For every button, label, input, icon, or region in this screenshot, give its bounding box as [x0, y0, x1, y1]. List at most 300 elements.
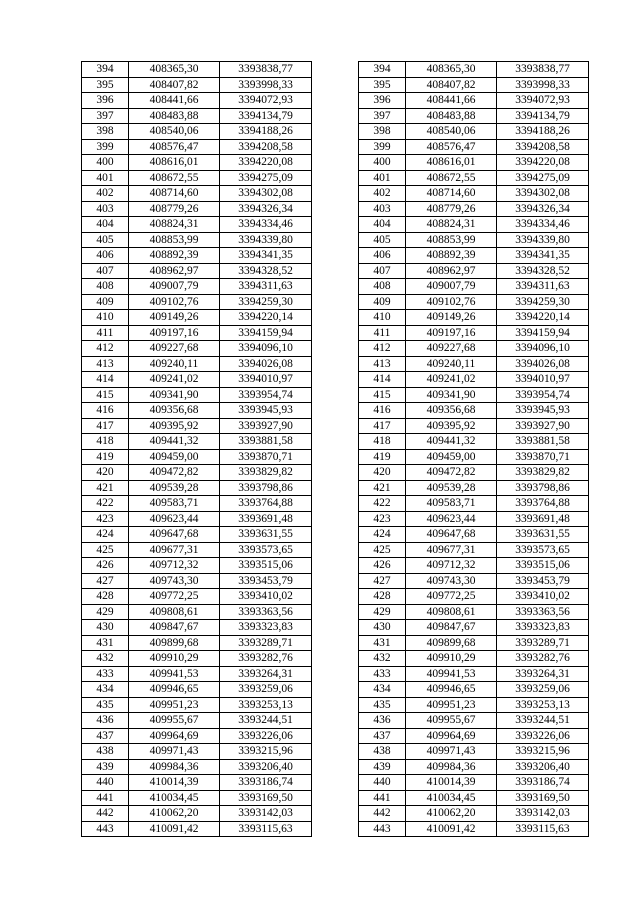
left-x-coordinate: 408824,31	[129, 217, 220, 233]
left-y-coordinate: 3393764,88	[220, 496, 312, 512]
table-row	[82, 434, 589, 450]
left-x-coordinate: 409459,00	[129, 449, 220, 465]
table-row	[82, 620, 589, 636]
left-y-coordinate: 3394341,35	[220, 248, 312, 264]
right-y-coordinate: 3393838,77	[497, 62, 589, 78]
table-row	[82, 170, 589, 186]
table-row	[82, 806, 589, 822]
left-y-coordinate: 3394220,08	[220, 155, 312, 171]
table-row	[82, 496, 589, 512]
left-y-coordinate: 3393142,03	[220, 806, 312, 822]
right-point-number: 421	[359, 480, 406, 496]
table-row	[82, 263, 589, 279]
left-y-coordinate: 3394159,94	[220, 325, 312, 341]
right-y-coordinate: 3393573,65	[497, 542, 589, 558]
right-x-coordinate: 410014,39	[406, 775, 497, 791]
table-row	[82, 666, 589, 682]
table-row	[82, 155, 589, 171]
table-row	[82, 465, 589, 481]
right-x-coordinate: 409941,53	[406, 666, 497, 682]
table-row	[82, 511, 589, 527]
right-y-coordinate: 3394159,94	[497, 325, 589, 341]
table-row	[82, 124, 589, 140]
column-gap	[312, 248, 359, 264]
left-point-number: 408	[82, 279, 129, 295]
left-x-coordinate: 409647,68	[129, 527, 220, 543]
left-point-number: 427	[82, 573, 129, 589]
left-x-coordinate: 408407,82	[129, 77, 220, 93]
right-y-coordinate: 3393226,06	[497, 728, 589, 744]
right-y-coordinate: 3394026,08	[497, 356, 589, 372]
left-point-number: 428	[82, 589, 129, 605]
left-x-coordinate: 409971,43	[129, 744, 220, 760]
right-x-coordinate: 409951,23	[406, 697, 497, 713]
table-row	[82, 93, 589, 109]
left-point-number: 402	[82, 186, 129, 202]
right-point-number: 398	[359, 124, 406, 140]
right-y-coordinate: 3393764,88	[497, 496, 589, 512]
table-row	[82, 294, 589, 310]
left-y-coordinate: 3393282,76	[220, 651, 312, 667]
right-x-coordinate: 408892,39	[406, 248, 497, 264]
right-x-coordinate: 408672,55	[406, 170, 497, 186]
column-gap	[312, 139, 359, 155]
left-y-coordinate: 3393945,93	[220, 403, 312, 419]
table-row	[82, 790, 589, 806]
right-x-coordinate: 409241,02	[406, 372, 497, 388]
left-y-coordinate: 3394334,46	[220, 217, 312, 233]
right-x-coordinate: 409539,28	[406, 480, 497, 496]
right-point-number: 396	[359, 93, 406, 109]
column-gap	[312, 418, 359, 434]
right-point-number: 419	[359, 449, 406, 465]
left-point-number: 406	[82, 248, 129, 264]
right-y-coordinate: 3393998,33	[497, 77, 589, 93]
right-y-coordinate: 3394220,14	[497, 310, 589, 326]
right-point-number: 433	[359, 666, 406, 682]
left-y-coordinate: 3394328,52	[220, 263, 312, 279]
table-row	[82, 186, 589, 202]
right-y-coordinate: 3393515,06	[497, 558, 589, 574]
right-x-coordinate: 410034,45	[406, 790, 497, 806]
left-point-number: 418	[82, 434, 129, 450]
left-x-coordinate: 408672,55	[129, 170, 220, 186]
left-y-coordinate: 3394072,93	[220, 93, 312, 109]
right-y-coordinate: 3393323,83	[497, 620, 589, 636]
column-gap	[312, 480, 359, 496]
left-point-number: 415	[82, 387, 129, 403]
table-row	[82, 604, 589, 620]
left-point-number: 396	[82, 93, 129, 109]
column-gap	[312, 155, 359, 171]
right-x-coordinate: 409341,90	[406, 387, 497, 403]
right-point-number: 441	[359, 790, 406, 806]
right-y-coordinate: 3393282,76	[497, 651, 589, 667]
left-x-coordinate: 408892,39	[129, 248, 220, 264]
right-point-number: 427	[359, 573, 406, 589]
column-gap	[312, 744, 359, 760]
right-x-coordinate: 409149,26	[406, 310, 497, 326]
left-y-coordinate: 3394096,10	[220, 341, 312, 357]
column-gap	[312, 403, 359, 419]
right-x-coordinate: 409984,36	[406, 759, 497, 775]
left-x-coordinate: 409955,67	[129, 713, 220, 729]
right-y-coordinate: 3394302,08	[497, 186, 589, 202]
left-x-coordinate: 409808,61	[129, 604, 220, 620]
table-row	[82, 542, 589, 558]
right-point-number: 416	[359, 403, 406, 419]
left-point-number: 409	[82, 294, 129, 310]
column-gap	[312, 356, 359, 372]
column-gap	[312, 449, 359, 465]
right-x-coordinate: 408576,47	[406, 139, 497, 155]
right-point-number: 437	[359, 728, 406, 744]
column-gap	[312, 604, 359, 620]
left-x-coordinate: 410014,39	[129, 775, 220, 791]
column-gap	[312, 77, 359, 93]
right-x-coordinate: 408962,97	[406, 263, 497, 279]
table-row	[82, 418, 589, 434]
left-point-number: 395	[82, 77, 129, 93]
left-y-coordinate: 3393998,33	[220, 77, 312, 93]
right-point-number: 426	[359, 558, 406, 574]
right-point-number: 406	[359, 248, 406, 264]
right-point-number: 435	[359, 697, 406, 713]
right-y-coordinate: 3393945,93	[497, 403, 589, 419]
left-point-number: 417	[82, 418, 129, 434]
left-x-coordinate: 409712,32	[129, 558, 220, 574]
right-x-coordinate: 409459,00	[406, 449, 497, 465]
right-point-number: 439	[359, 759, 406, 775]
table-row	[82, 821, 589, 837]
column-gap	[312, 170, 359, 186]
left-point-number: 434	[82, 682, 129, 698]
left-x-coordinate: 409964,69	[129, 728, 220, 744]
table-row	[82, 558, 589, 574]
column-gap	[312, 232, 359, 248]
left-x-coordinate: 408576,47	[129, 139, 220, 155]
left-point-number: 433	[82, 666, 129, 682]
left-point-number: 403	[82, 201, 129, 217]
column-gap	[312, 666, 359, 682]
left-x-coordinate: 409623,44	[129, 511, 220, 527]
left-point-number: 401	[82, 170, 129, 186]
table-row	[82, 108, 589, 124]
left-point-number: 400	[82, 155, 129, 171]
right-point-number: 442	[359, 806, 406, 822]
right-y-coordinate: 3393186,74	[497, 775, 589, 791]
left-y-coordinate: 3393259,06	[220, 682, 312, 698]
column-gap	[312, 651, 359, 667]
left-y-coordinate: 3393410,02	[220, 589, 312, 605]
table-row	[82, 682, 589, 698]
right-y-coordinate: 3393954,74	[497, 387, 589, 403]
left-x-coordinate: 409149,26	[129, 310, 220, 326]
right-y-coordinate: 3394188,26	[497, 124, 589, 140]
column-gap	[312, 201, 359, 217]
column-gap	[312, 325, 359, 341]
coordinate-table	[81, 61, 589, 837]
right-y-coordinate: 3393691,48	[497, 511, 589, 527]
table-row	[82, 527, 589, 543]
left-x-coordinate: 409677,31	[129, 542, 220, 558]
table-row	[82, 139, 589, 155]
column-gap	[312, 759, 359, 775]
column-gap	[312, 294, 359, 310]
right-point-number: 399	[359, 139, 406, 155]
left-y-coordinate: 3394311,63	[220, 279, 312, 295]
right-point-number: 423	[359, 511, 406, 527]
right-y-coordinate: 3393453,79	[497, 573, 589, 589]
right-x-coordinate: 409772,25	[406, 589, 497, 605]
right-x-coordinate: 408853,99	[406, 232, 497, 248]
left-point-number: 443	[82, 821, 129, 837]
left-point-number: 432	[82, 651, 129, 667]
table-row	[82, 201, 589, 217]
left-y-coordinate: 3393954,74	[220, 387, 312, 403]
right-y-coordinate: 3393206,40	[497, 759, 589, 775]
right-x-coordinate: 409847,67	[406, 620, 497, 636]
right-point-number: 411	[359, 325, 406, 341]
right-y-coordinate: 3393870,71	[497, 449, 589, 465]
left-point-number: 407	[82, 263, 129, 279]
table-row	[82, 387, 589, 403]
column-gap	[312, 682, 359, 698]
column-gap	[312, 279, 359, 295]
right-y-coordinate: 3393798,86	[497, 480, 589, 496]
right-x-coordinate: 409743,30	[406, 573, 497, 589]
left-y-coordinate: 3393226,06	[220, 728, 312, 744]
right-x-coordinate: 409677,31	[406, 542, 497, 558]
left-point-number: 398	[82, 124, 129, 140]
left-y-coordinate: 3393870,71	[220, 449, 312, 465]
right-x-coordinate: 408779,26	[406, 201, 497, 217]
table-row	[82, 759, 589, 775]
right-y-coordinate: 3394072,93	[497, 93, 589, 109]
left-x-coordinate: 410034,45	[129, 790, 220, 806]
coordinate-table-body	[82, 62, 589, 837]
right-point-number: 405	[359, 232, 406, 248]
table-row	[82, 356, 589, 372]
right-y-coordinate: 3394341,35	[497, 248, 589, 264]
right-x-coordinate: 408616,01	[406, 155, 497, 171]
left-y-coordinate: 3393115,63	[220, 821, 312, 837]
column-gap	[312, 93, 359, 109]
right-x-coordinate: 409583,71	[406, 496, 497, 512]
right-point-number: 434	[359, 682, 406, 698]
left-y-coordinate: 3394220,14	[220, 310, 312, 326]
column-gap	[312, 465, 359, 481]
right-point-number: 413	[359, 356, 406, 372]
table-row	[82, 403, 589, 419]
left-point-number: 414	[82, 372, 129, 388]
right-y-coordinate: 3393881,58	[497, 434, 589, 450]
left-y-coordinate: 3393631,55	[220, 527, 312, 543]
right-point-number: 418	[359, 434, 406, 450]
table-row	[82, 325, 589, 341]
left-x-coordinate: 409743,30	[129, 573, 220, 589]
right-y-coordinate: 3393215,96	[497, 744, 589, 760]
right-x-coordinate: 409623,44	[406, 511, 497, 527]
right-point-number: 403	[359, 201, 406, 217]
column-gap	[312, 821, 359, 837]
left-x-coordinate: 409772,25	[129, 589, 220, 605]
right-x-coordinate: 409441,32	[406, 434, 497, 450]
column-gap	[312, 573, 359, 589]
left-x-coordinate: 409941,53	[129, 666, 220, 682]
left-point-number: 404	[82, 217, 129, 233]
right-point-number: 440	[359, 775, 406, 791]
left-x-coordinate: 408714,60	[129, 186, 220, 202]
column-gap	[312, 310, 359, 326]
left-x-coordinate: 409102,76	[129, 294, 220, 310]
column-gap	[312, 511, 359, 527]
table-row	[82, 697, 589, 713]
table-row	[82, 713, 589, 729]
left-y-coordinate: 3393453,79	[220, 573, 312, 589]
left-y-coordinate: 3394275,09	[220, 170, 312, 186]
left-y-coordinate: 3393829,82	[220, 465, 312, 481]
left-x-coordinate: 408441,66	[129, 93, 220, 109]
right-point-number: 429	[359, 604, 406, 620]
left-y-coordinate: 3393215,96	[220, 744, 312, 760]
left-y-coordinate: 3394188,26	[220, 124, 312, 140]
column-gap	[312, 387, 359, 403]
right-y-coordinate: 3394334,46	[497, 217, 589, 233]
left-point-number: 410	[82, 310, 129, 326]
table-row	[82, 573, 589, 589]
left-y-coordinate: 3393253,13	[220, 697, 312, 713]
right-y-coordinate: 3393829,82	[497, 465, 589, 481]
right-y-coordinate: 3393169,50	[497, 790, 589, 806]
left-point-number: 423	[82, 511, 129, 527]
right-y-coordinate: 3394311,63	[497, 279, 589, 295]
column-gap	[312, 496, 359, 512]
left-point-number: 422	[82, 496, 129, 512]
right-x-coordinate: 409712,32	[406, 558, 497, 574]
left-point-number: 411	[82, 325, 129, 341]
column-gap	[312, 558, 359, 574]
right-point-number: 409	[359, 294, 406, 310]
left-y-coordinate: 3394339,80	[220, 232, 312, 248]
column-gap	[312, 372, 359, 388]
left-x-coordinate: 408616,01	[129, 155, 220, 171]
table-row	[82, 279, 589, 295]
right-point-number: 404	[359, 217, 406, 233]
right-x-coordinate: 409899,68	[406, 635, 497, 651]
right-x-coordinate: 409395,92	[406, 418, 497, 434]
table-row	[82, 480, 589, 496]
column-gap	[312, 542, 359, 558]
left-point-number: 431	[82, 635, 129, 651]
column-gap	[312, 790, 359, 806]
left-point-number: 394	[82, 62, 129, 78]
left-x-coordinate: 409472,82	[129, 465, 220, 481]
left-y-coordinate: 3394026,08	[220, 356, 312, 372]
left-point-number: 424	[82, 527, 129, 543]
left-x-coordinate: 410062,20	[129, 806, 220, 822]
left-point-number: 413	[82, 356, 129, 372]
right-point-number: 417	[359, 418, 406, 434]
right-y-coordinate: 3393253,13	[497, 697, 589, 713]
right-point-number: 414	[359, 372, 406, 388]
left-y-coordinate: 3393363,56	[220, 604, 312, 620]
left-point-number: 419	[82, 449, 129, 465]
column-gap	[312, 635, 359, 651]
left-y-coordinate: 3393289,71	[220, 635, 312, 651]
right-x-coordinate: 409808,61	[406, 604, 497, 620]
table-row	[82, 62, 589, 78]
left-x-coordinate: 409197,16	[129, 325, 220, 341]
right-y-coordinate: 3393363,56	[497, 604, 589, 620]
right-y-coordinate: 3394275,09	[497, 170, 589, 186]
right-point-number: 407	[359, 263, 406, 279]
column-gap	[312, 217, 359, 233]
column-gap	[312, 527, 359, 543]
right-x-coordinate: 408540,06	[406, 124, 497, 140]
left-y-coordinate: 3393323,83	[220, 620, 312, 636]
left-y-coordinate: 3393838,77	[220, 62, 312, 78]
right-x-coordinate: 409007,79	[406, 279, 497, 295]
left-x-coordinate: 409227,68	[129, 341, 220, 357]
table-row	[82, 635, 589, 651]
left-y-coordinate: 3394010,97	[220, 372, 312, 388]
right-point-number: 428	[359, 589, 406, 605]
table-row	[82, 589, 589, 605]
left-point-number: 440	[82, 775, 129, 791]
table-row	[82, 217, 589, 233]
left-y-coordinate: 3394302,08	[220, 186, 312, 202]
right-x-coordinate: 409227,68	[406, 341, 497, 357]
left-point-number: 405	[82, 232, 129, 248]
right-point-number: 412	[359, 341, 406, 357]
left-x-coordinate: 409984,36	[129, 759, 220, 775]
right-point-number: 402	[359, 186, 406, 202]
left-x-coordinate: 409946,65	[129, 682, 220, 698]
right-y-coordinate: 3394220,08	[497, 155, 589, 171]
table-row	[82, 248, 589, 264]
right-y-coordinate: 3394339,80	[497, 232, 589, 248]
right-point-number: 424	[359, 527, 406, 543]
right-point-number: 408	[359, 279, 406, 295]
right-point-number: 400	[359, 155, 406, 171]
right-x-coordinate: 408483,88	[406, 108, 497, 124]
left-point-number: 412	[82, 341, 129, 357]
right-y-coordinate: 3394134,79	[497, 108, 589, 124]
right-x-coordinate: 408407,82	[406, 77, 497, 93]
column-gap	[312, 341, 359, 357]
left-x-coordinate: 409583,71	[129, 496, 220, 512]
left-point-number: 421	[82, 480, 129, 496]
left-point-number: 426	[82, 558, 129, 574]
right-y-coordinate: 3394259,30	[497, 294, 589, 310]
right-point-number: 420	[359, 465, 406, 481]
right-y-coordinate: 3394096,10	[497, 341, 589, 357]
right-y-coordinate: 3394010,97	[497, 372, 589, 388]
column-gap	[312, 713, 359, 729]
column-gap	[312, 728, 359, 744]
right-y-coordinate: 3393259,06	[497, 682, 589, 698]
left-point-number: 439	[82, 759, 129, 775]
left-y-coordinate: 3393169,50	[220, 790, 312, 806]
right-x-coordinate: 409964,69	[406, 728, 497, 744]
right-x-coordinate: 409197,16	[406, 325, 497, 341]
right-point-number: 395	[359, 77, 406, 93]
left-y-coordinate: 3394134,79	[220, 108, 312, 124]
column-gap	[312, 62, 359, 78]
right-point-number: 430	[359, 620, 406, 636]
left-x-coordinate: 409899,68	[129, 635, 220, 651]
